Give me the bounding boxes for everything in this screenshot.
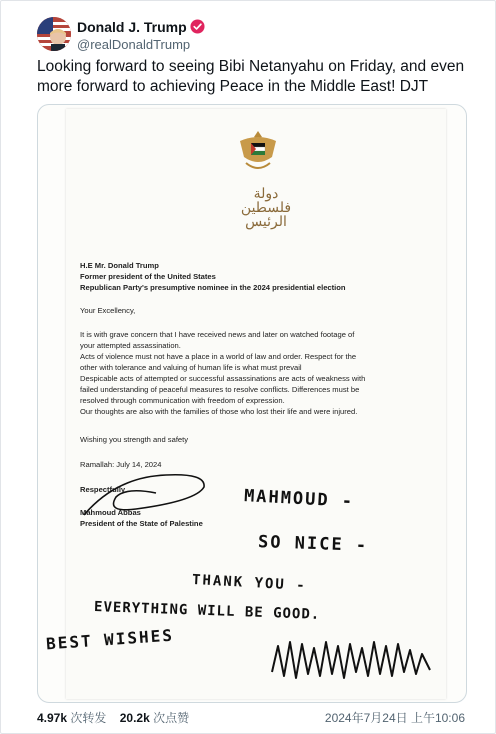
salutation: Your Excellency, [80,306,136,315]
signer-name: Mahmoud Abbas [80,508,141,517]
body-line: other with tolerance and valuing of human life is what must prevail [80,363,302,372]
author-handle[interactable]: @realDonaldTrump [77,37,191,52]
retweet-label: 次转发 [70,711,107,725]
author-name[interactable]: Donald J. Trump [77,19,187,35]
body-line: your attempted assassination. [80,341,181,350]
handwritten-line3: THANK YOU - [191,572,308,594]
engagement-stats [37,709,189,726]
addressee-line1: H.E Mr. Donald Trump [80,261,159,270]
palestine-eagle-emblem-icon [236,127,280,183]
handwritten-line4: EVERYTHING WILL BE GOOD. [93,599,321,623]
verified-badge-icon [190,19,205,34]
tweet-text: Looking forward to seeing Bibi Netanyahu on Friday, and even more forward to achieving Peace in the Middle East! DJT [37,58,465,95]
handwritten-line5: BEST WISHES [45,625,175,654]
body-line: Despicable acts of attempted or successful assassinations are acts of weakness with [80,374,366,383]
body-line: resolved through communication with freedom of expression. [80,396,285,405]
like-label: 次点赞 [153,711,190,725]
addressee-line2: Former president of the United States [80,272,216,281]
letterhead-seal-text: دولة فلسطين الرئيس [240,186,292,230]
wishes-line: Wishing you strength and safety [80,435,189,444]
handwritten-line1: MAHMOUD - [243,486,355,512]
attached-letter-image[interactable] [37,104,467,703]
retweet-count[interactable]: 4.97k [37,711,68,725]
handwritten-line2: SO NICE - [257,532,369,556]
avatar-flag-icon [37,17,71,51]
body-line: Our thoughts are also with the families of those who lost their life and were injured. [80,407,358,416]
abbas-signature-icon [76,457,226,527]
tweet-timestamp[interactable]: 2024年7月24日 上午10:06 [324,711,465,725]
body-line: It is with grave concern that I have received news and later on watched footage of [80,330,355,339]
closing: Respectfully [80,485,126,494]
trump-signature-icon [266,624,441,694]
letter-paper [66,109,446,699]
body-line: failed understanding of peaceful measures to resolve conflicts. Differences must be [80,385,360,394]
avatar[interactable] [37,17,71,51]
like-count[interactable]: 20.2k [119,711,150,725]
signer-title: President of the State of Palestine [80,519,203,528]
body-line: Acts of violence must not have a place in a world of law and order. Respect for the [80,352,357,361]
place-date: Ramallah: July 14, 2024 [80,460,162,469]
addressee-line3: Republican Party's presumptive nominee in the 2024 presidential election [80,283,346,292]
